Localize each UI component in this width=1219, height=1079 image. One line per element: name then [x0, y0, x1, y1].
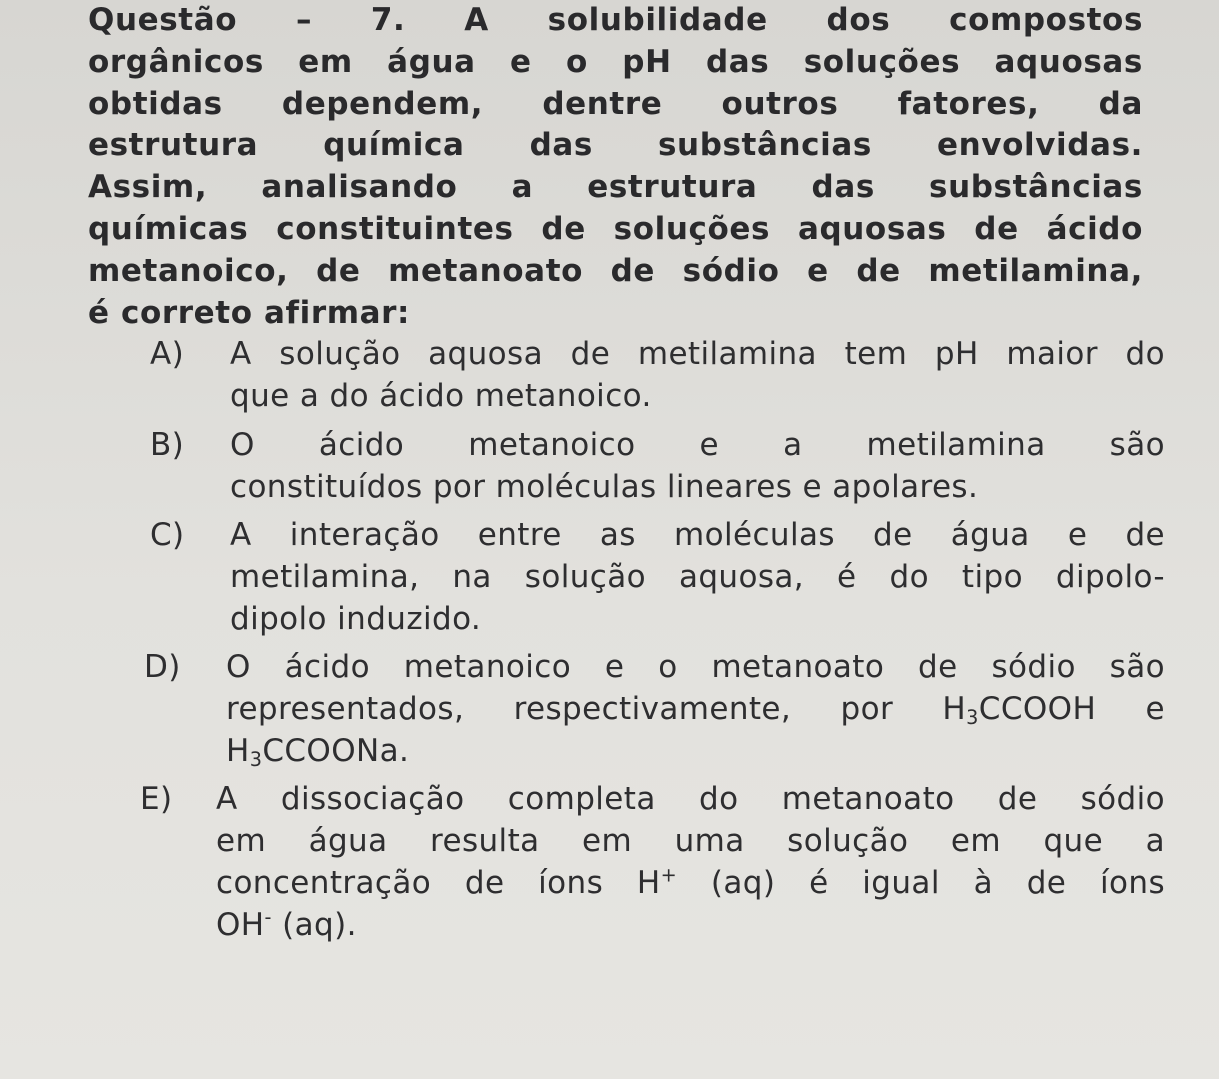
option-line — [226, 688, 1165, 730]
option-a-letter: A) — [150, 336, 185, 372]
option-c[interactable] — [150, 514, 1165, 640]
option-e-text — [216, 778, 1165, 946]
question-line: é correto afirmar: — [88, 294, 411, 331]
option-line: metilamina, na solução aquosa, é do tipo dipolo- — [230, 559, 1165, 595]
answer-options — [140, 333, 1165, 946]
option-d[interactable] — [144, 646, 1165, 772]
option-b-letter: B) — [150, 427, 185, 463]
option-d-letter: D) — [144, 649, 181, 685]
question-line: metanoico, de metanoato de sódio e de metilamina, — [88, 252, 1143, 289]
option-line — [216, 904, 1165, 946]
formula-text: representados, respectivamente, por H — [226, 691, 967, 727]
option-e-letter: E) — [140, 781, 173, 817]
option-line: A dissociação completa do metanoato de sódio — [216, 781, 1165, 817]
option-line: que a do ácido metanoico. — [230, 378, 652, 414]
formula-text: CCOONa. — [262, 733, 410, 769]
subscript: 3 — [966, 705, 979, 729]
superscript: + — [660, 863, 678, 887]
formula-text: H — [226, 733, 250, 769]
question-line: químicas constituintes de soluções aquosas de ácido — [88, 210, 1143, 247]
formula-text: concentração de íons H — [216, 865, 661, 901]
option-line — [226, 730, 1165, 772]
option-a-text — [230, 333, 1165, 417]
option-line: A interação entre as moléculas de água e de — [230, 517, 1165, 553]
question-line: orgânicos em água e o pH das soluções aquosas — [88, 43, 1143, 80]
formula-text: CCOOH e — [978, 691, 1165, 727]
option-line: O ácido metanoico e a metilamina são — [230, 427, 1165, 463]
superscript: - — [264, 905, 272, 929]
subscript: 3 — [249, 747, 263, 771]
option-d-text — [226, 646, 1165, 772]
formula-text: (aq). — [271, 907, 357, 943]
formula-text: OH — [216, 907, 265, 943]
option-a[interactable] — [150, 333, 1165, 417]
option-line — [216, 862, 1165, 904]
option-b[interactable] — [150, 424, 1165, 508]
question-stem — [88, 0, 1143, 334]
option-c-text — [230, 514, 1165, 640]
question-line: Assim, analisando a estrutura das substâncias — [88, 169, 1143, 206]
option-line: dipolo induzido. — [230, 601, 482, 637]
option-b-text — [230, 424, 1165, 508]
formula-text: (aq) é igual à de íons — [677, 865, 1165, 901]
option-line: A solução aquosa de metilamina tem pH maior do — [230, 336, 1165, 372]
question-line: estrutura química das substâncias envolvidas. — [88, 127, 1143, 164]
option-line: em água resulta em uma solução em que a — [216, 823, 1165, 859]
option-line: O ácido metanoico e o metanoato de sódio são — [226, 649, 1165, 685]
question-line: Questão – 7. A solubilidade dos compostos — [88, 2, 1143, 38]
option-e[interactable] — [140, 778, 1165, 946]
option-line: constituídos por moléculas lineares e apolares. — [230, 469, 979, 505]
option-c-letter: C) — [150, 517, 185, 553]
question-line: obtidas dependem, dentre outros fatores, da — [88, 85, 1143, 122]
